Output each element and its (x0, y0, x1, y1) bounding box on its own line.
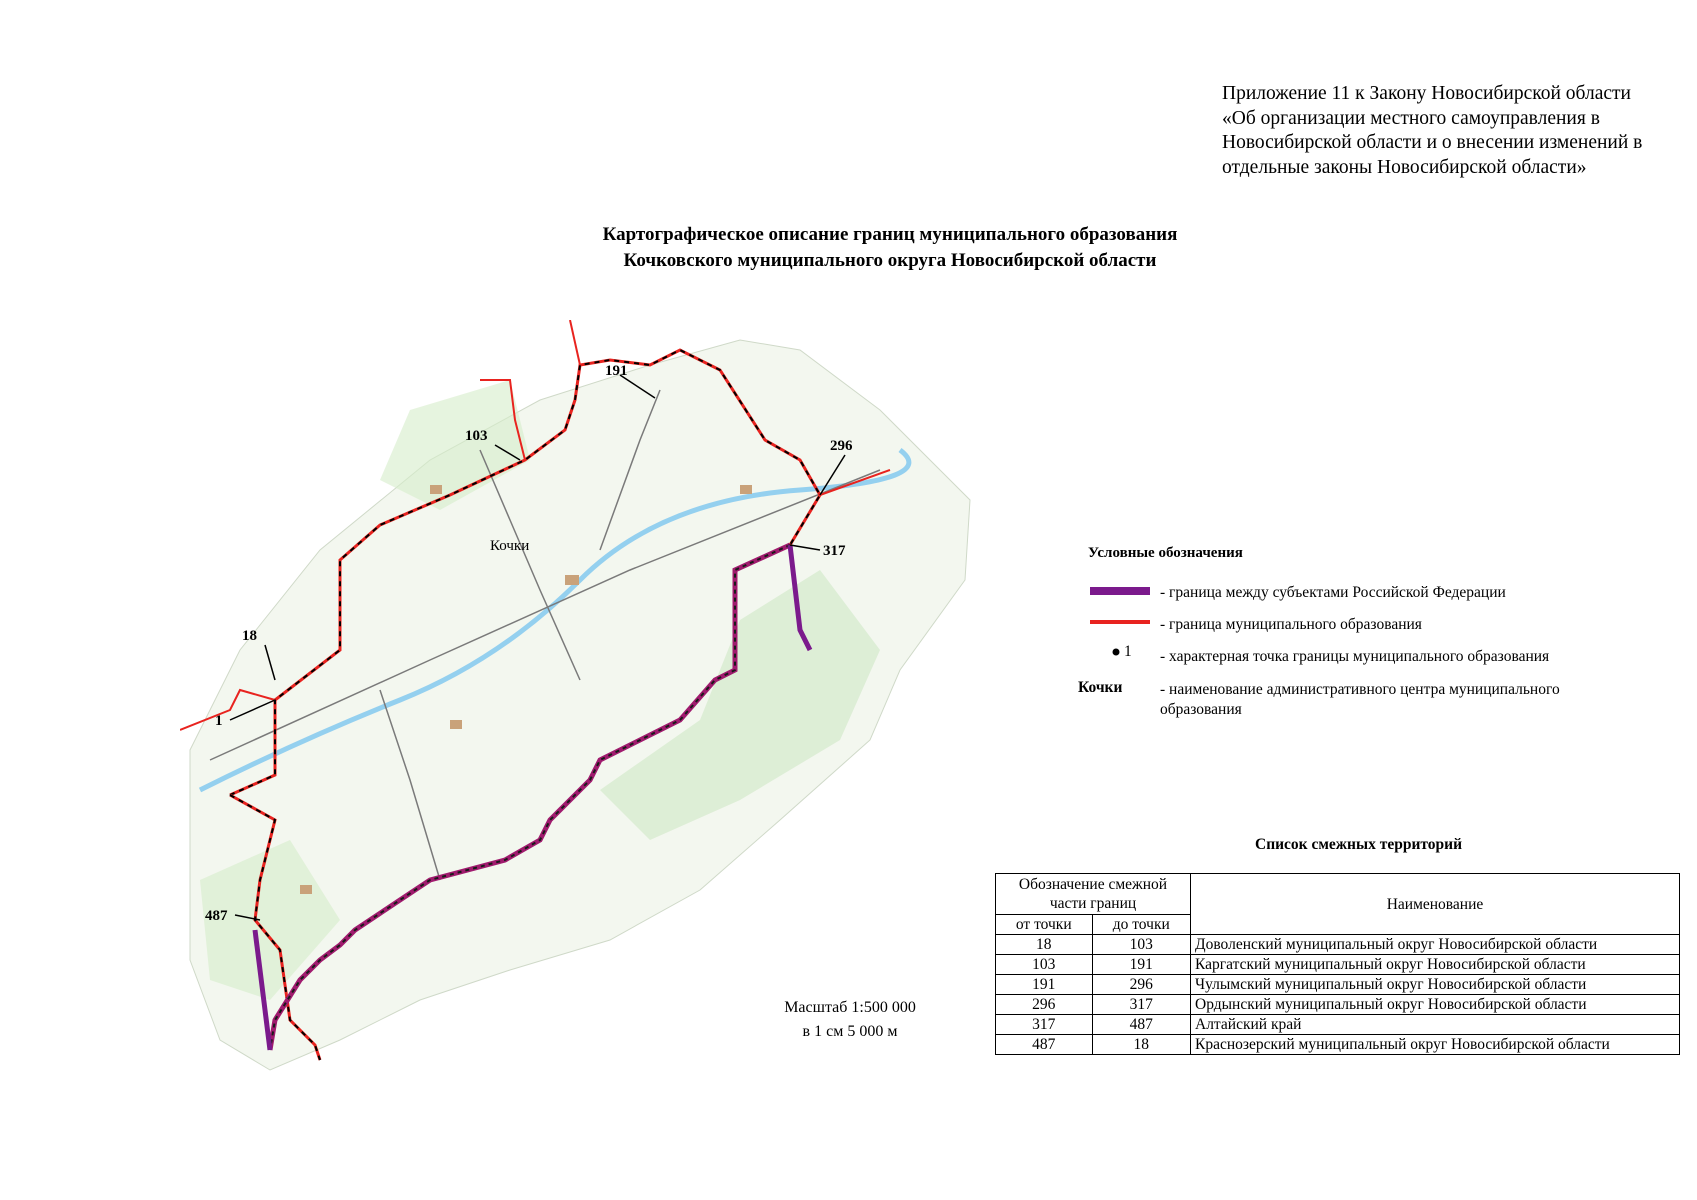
legend-symbol-municipal-boundary (1090, 618, 1150, 626)
title-line-1: Картографическое описание границ муниципального образования (602, 224, 1178, 245)
legend-center-sample: Кочки (1078, 679, 1123, 696)
adjacent-list-title: Список смежных территорий (1255, 836, 1463, 853)
cell-from: 296 (996, 995, 1093, 1015)
appendix-line: «Об организации местного самоуправления в (1222, 107, 1600, 129)
legend-title: Условные обозначения (1088, 545, 1243, 561)
cell-to: 296 (1092, 975, 1191, 995)
legend-text-point: - характерная точка границы муниципального образования (1160, 648, 1550, 665)
cell-to: 18 (1092, 1035, 1191, 1055)
boundary-map[interactable] (180, 320, 980, 1080)
point-label-103: 103 (465, 428, 488, 444)
cell-name: Краснозерский муниципальный округ Новосибирской области (1191, 1035, 1680, 1055)
settlement (450, 720, 462, 729)
page-title (440, 222, 1340, 274)
header-group: Обозначение смежной части границ (996, 874, 1191, 915)
legend-point-number: 1 (1124, 643, 1132, 660)
point-label-487: 487 (205, 908, 228, 924)
point-label-191: 191 (605, 363, 628, 379)
center-label: Кочки (490, 538, 530, 554)
table-row (996, 1035, 1680, 1055)
point-label-317: 317 (823, 543, 846, 559)
title-line-2: Кочковского муниципального округа Новосибирской области (623, 250, 1157, 271)
appendix-line: отдельные законы Новосибирской области» (1222, 156, 1587, 178)
scale-line-1: Масштаб 1:500 000 (784, 999, 916, 1016)
legend-symbol-subject-boundary (1090, 585, 1150, 597)
settlement (430, 485, 442, 494)
header-from: от точки (996, 915, 1093, 935)
cell-to: 487 (1092, 1015, 1191, 1035)
cell-to: 103 (1092, 935, 1191, 955)
legend-text-center: - наименование административного центра муниципального образования (1160, 681, 1560, 718)
cell-name: Ордынский муниципальный округ Новосибирской области (1191, 995, 1680, 1015)
cell-name: Чулымский муниципальный округ Новосибирской области (1191, 975, 1680, 995)
legend-text-municipal-boundary: - граница муниципального образования (1160, 616, 1422, 633)
cell-name: Каргатский муниципальный округ Новосибирской области (1191, 955, 1680, 975)
settlement (740, 485, 752, 494)
point-label-1: 1 (215, 713, 223, 729)
settlement (300, 885, 312, 894)
cell-from: 18 (996, 935, 1093, 955)
appendix-line: Новосибирской области и о внесении изменений в (1222, 132, 1643, 153)
cell-from: 317 (996, 1015, 1093, 1035)
table-row (996, 955, 1680, 975)
scale-line-2: в 1 см 5 000 м (802, 1023, 898, 1040)
legend-symbol-point (1112, 648, 1120, 656)
cell-name: Доволенский муниципальный округ Новосибирской области (1191, 935, 1680, 955)
table-row (996, 995, 1680, 1015)
appendix-note (1222, 82, 1668, 180)
neighbor-boundary (570, 320, 580, 365)
appendix-line: Приложение 11 к Закону Новосибирской области (1222, 83, 1631, 104)
point-label-296: 296 (830, 438, 853, 454)
cell-name: Алтайский край (1191, 1015, 1680, 1035)
cell-from: 191 (996, 975, 1093, 995)
settlement (565, 575, 579, 585)
point-label-18: 18 (242, 628, 257, 644)
legend-text-subject-boundary: - граница между субъектами Российской Федерации (1160, 584, 1506, 601)
cell-to: 191 (1092, 955, 1191, 975)
cell-from: 487 (996, 1035, 1093, 1055)
adjacent-table (995, 873, 1680, 1055)
table-row (996, 935, 1680, 955)
scale-note (750, 996, 950, 1044)
table-row (996, 1015, 1680, 1035)
cell-to: 317 (1092, 995, 1191, 1015)
cell-from: 103 (996, 955, 1093, 975)
table-row (996, 975, 1680, 995)
header-name: Наименование (1191, 874, 1680, 935)
header-to: до точки (1092, 915, 1191, 935)
